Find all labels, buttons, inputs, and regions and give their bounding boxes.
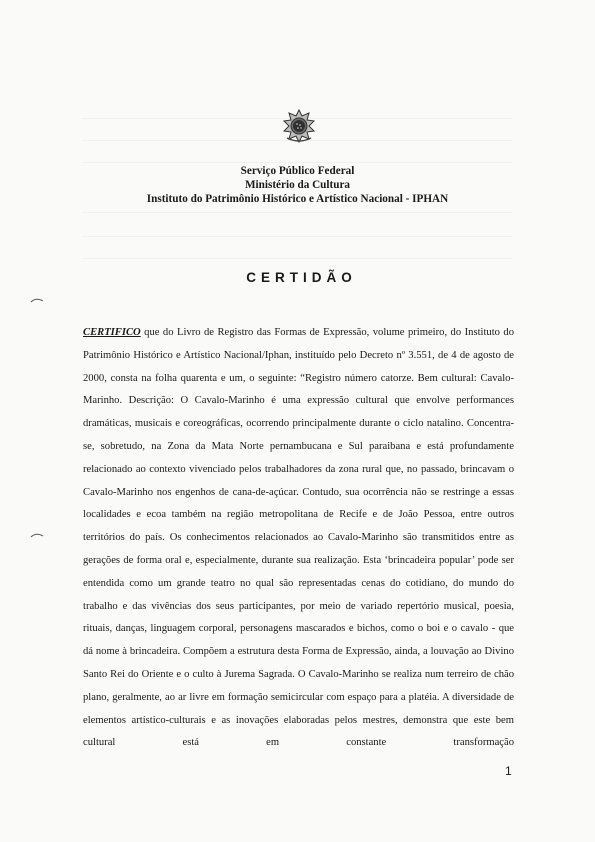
show-through-line (82, 236, 512, 237)
certificate-body (83, 322, 514, 755)
show-through-line (82, 212, 512, 213)
page-number: 1 (505, 764, 512, 778)
document-title: CERTIDÃO (246, 270, 357, 285)
certificate-text: que do Livro de Registro das Formas de Expressão, volume primeiro, do Instituto do Patrimônio Histórico e Artístico Nacional/Iphan, instituído pelo Decreto nº 3.551, de 4 de agosto de 2000, consta na folha quarenta e um, o seguinte: “Registro número catorze. Bem cultural: Cavalo-Marinho. Descrição: O Cavalo-Marinho é uma expressão cultural que envolve performances dramáticas, musicais e coreográficas, ocorrendo principalmente durante o ciclo natalino. Concentra-se, sobretudo, na Zona da Mata Norte pernambucana e Sul paraibana e está profundamente relacionado ao contexto vivenciado pelos trabalhadores da zona rural que, no passado, brincavam o Cavalo-Marinho nos engenhos de cana-de-açúcar. Contudo, sua ocorrência não se restringe a essas localidades e ecoa também na região metropolitana de Recife e de João Pessoa, entre outros territórios do país. Os conhecimentos relacionados ao Cavalo-Marinho são transmitidos entre as gerações de forma oral e, especialmente, durante sua realização. Esta ‘brincadeira popular’ pode ser entendida como um grande teatro no qual são representadas cenas do cotidiano, do mundo do trabalho e das vivências dos seus participantes, por meio de variado repertório musical, poesia, rituais, danças, linguagem corporal, personagens mascarados e bichos, como o boi e o cavalo - que dá nome à brincadeira. Compõem a estrutura desta Forma de Expressão, ainda, a louvação ao Divino Santo Rei do Oriente e o culto à Jurema Sagrada. O Cavalo-Marinho se realiza num terreiro de chão plano, geralmente, ao ar livre em formação semicircular com espaço para a platéia. A diversidade de elementos artístico-culturais e as inovações elaboradas pelos mestres, demonstra que este bem cultural está em constante transformação (83, 327, 514, 749)
scan-mark-icon (30, 531, 44, 539)
show-through-line (82, 162, 512, 163)
certificate-paragraph (83, 322, 514, 755)
letterhead-service: Serviço Público Federal (240, 165, 355, 177)
brazil-coat-of-arms-icon (281, 108, 317, 144)
show-through-line (82, 258, 512, 259)
letterhead-institute: Instituto do Patrimônio Histórico e Artístico Nacional - IPHAN (146, 193, 449, 205)
letterhead (0, 164, 595, 206)
scan-mark-icon (30, 296, 44, 304)
letterhead-ministry: Ministério da Cultura (244, 179, 351, 191)
certify-lead-word: CERTIFICO (83, 327, 141, 338)
